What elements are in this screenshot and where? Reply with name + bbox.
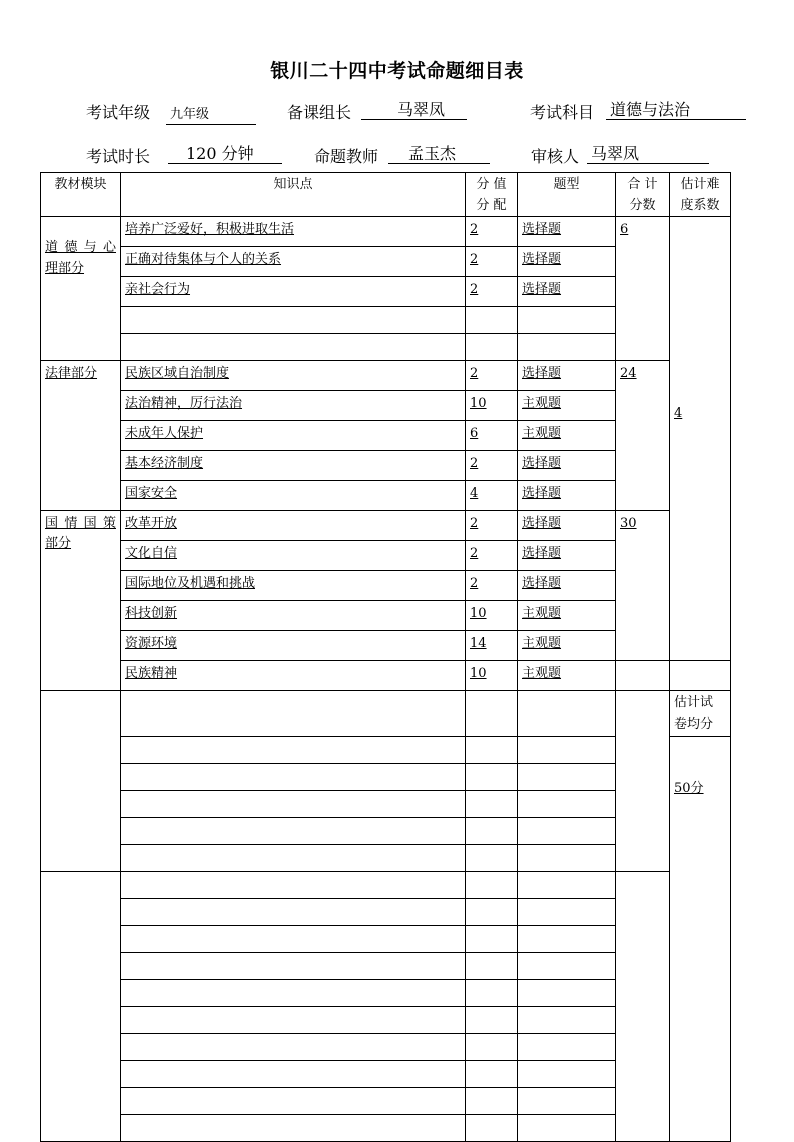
total-cell: 30: [616, 511, 670, 661]
knowledge-cell: 民族精神: [121, 661, 466, 691]
module-cell-empty: [41, 872, 121, 1142]
leader-label: 备课组长: [287, 103, 352, 122]
knowledge-cell: 培养广泛爱好，积极进取生活: [121, 217, 466, 247]
score-cell: 2: [466, 217, 518, 247]
grade-label: 考试年级: [86, 103, 151, 122]
subject-value: 道德与法治: [606, 101, 746, 120]
module-cell: 法律部分: [41, 361, 121, 511]
header-knowledge: 知识点: [121, 173, 466, 217]
difficulty-cell-empty: [670, 661, 731, 691]
type-cell: 主观题: [518, 391, 616, 421]
header-module: 教材模块: [41, 173, 121, 217]
type-cell: 主观题: [518, 421, 616, 451]
type-cell: 选择题: [518, 361, 616, 391]
module-cell-empty: [41, 691, 121, 872]
leader-value: 马翠凤: [361, 101, 467, 120]
knowledge-cell: 亲社会行为: [121, 277, 466, 307]
type-cell: 选择题: [518, 277, 616, 307]
score-cell: 10: [466, 601, 518, 631]
score-cell: 2: [466, 511, 518, 541]
type-cell: 选择题: [518, 217, 616, 247]
reviewer-label: 审核人: [531, 147, 580, 166]
type-cell: 选择题: [518, 541, 616, 571]
module-cell: 国情国策 部分: [41, 511, 121, 691]
score-cell: 2: [466, 451, 518, 481]
table-row: [41, 661, 731, 691]
knowledge-cell: 科技创新: [121, 601, 466, 631]
total-cell-empty: [616, 872, 670, 1142]
type-cell: 选择题: [518, 481, 616, 511]
knowledge-cell: 国家安全: [121, 481, 466, 511]
total-cell: 6: [616, 217, 670, 361]
duration-label: 考试时长: [86, 147, 151, 166]
subject-label: 考试科目: [530, 103, 595, 122]
knowledge-cell: 文化自信: [121, 541, 466, 571]
type-cell: 选择题: [518, 451, 616, 481]
score-cell: 2: [466, 247, 518, 277]
teacher-value: 孟玉杰: [388, 145, 490, 164]
score-cell: 14: [466, 631, 518, 661]
score-cell: 10: [466, 661, 518, 691]
table-row-empty: [41, 872, 731, 899]
score-cell: 6: [466, 421, 518, 451]
reviewer-value: 马翠凤: [587, 145, 709, 164]
knowledge-cell: 法治精神，厉行法治: [121, 391, 466, 421]
table-row: [41, 217, 731, 247]
knowledge-cell: 民族区域自治制度: [121, 361, 466, 391]
knowledge-cell: 国际地位及机遇和挑战: [121, 571, 466, 601]
duration-value: 120 分钟: [168, 145, 282, 164]
difficulty-cell: 4: [670, 217, 731, 661]
table-row: [41, 511, 731, 541]
type-cell: 选择题: [518, 247, 616, 277]
total-cell-empty: [616, 691, 670, 872]
page-title: 银川二十四中考试命题细目表: [270, 60, 524, 82]
knowledge-cell: 正确对待集体与个人的关系: [121, 247, 466, 277]
knowledge-cell: 未成年人保护: [121, 421, 466, 451]
knowledge-cell: 资源环境: [121, 631, 466, 661]
exam-detail-table: [40, 172, 731, 1142]
type-cell: 主观题: [518, 601, 616, 631]
table-row-empty: [41, 691, 731, 737]
header-difficulty: 估计难 度系数: [670, 173, 731, 217]
avg-score-value: 50分: [670, 737, 731, 1142]
avg-score-label: 估计试 卷均分: [670, 691, 731, 737]
knowledge-cell: 基本经济制度: [121, 451, 466, 481]
header-total: 合 计 分数: [616, 173, 670, 217]
module-cell: 道德与心 理部分: [41, 217, 121, 361]
score-cell: 2: [466, 277, 518, 307]
header-type: 题型: [518, 173, 616, 217]
score-cell: 2: [466, 571, 518, 601]
type-cell: 主观题: [518, 631, 616, 661]
knowledge-cell: 改革开放: [121, 511, 466, 541]
teacher-label: 命题教师: [314, 147, 379, 166]
table-header: [41, 173, 731, 217]
type-cell: 主观题: [518, 661, 616, 691]
table-row: [41, 361, 731, 391]
type-cell: 选择题: [518, 511, 616, 541]
score-cell: 10: [466, 391, 518, 421]
header-score: 分 值 分 配: [466, 173, 518, 217]
score-cell: 2: [466, 541, 518, 571]
total-cell: 24: [616, 361, 670, 511]
score-cell: 4: [466, 481, 518, 511]
grade-value: 九年级: [166, 106, 256, 125]
total-cell-empty: [616, 661, 670, 691]
score-cell: 2: [466, 361, 518, 391]
type-cell: 选择题: [518, 571, 616, 601]
